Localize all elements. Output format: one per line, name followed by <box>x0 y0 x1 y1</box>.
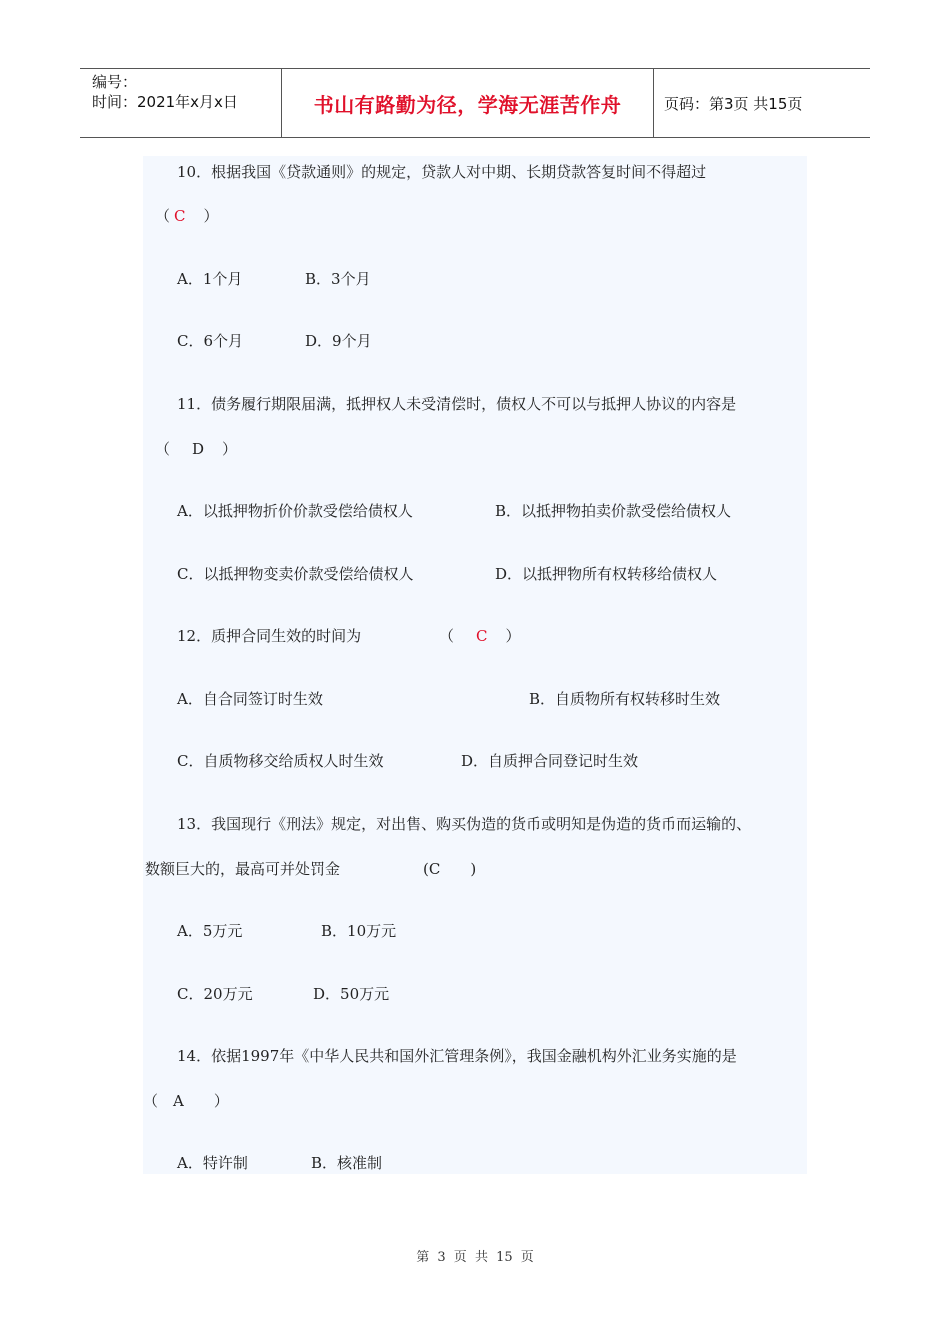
question-13-stem: 13．我国现行《刑法》规定，对出售、购买伪造的货币或明知是伪造的货币而运输的、 <box>177 815 752 833</box>
question-13-option-b: B．10万元 <box>321 922 397 940</box>
answer-mark: C <box>174 207 186 225</box>
page-indicator: 页码：第3页 共15页 <box>664 94 803 113</box>
question-11-answer: （ D ） <box>155 440 238 458</box>
question-10-option-c: C．6个月 <box>177 332 244 350</box>
question-11-option-c: C．以抵押物变卖价款受偿给债权人 <box>177 565 414 583</box>
page-footer: 第 3 页 共 15 页 <box>416 1250 534 1265</box>
question-11-option-b: B．以抵押物拍卖价款受偿给债权人 <box>495 502 732 520</box>
question-13-answer: (C ) <box>423 860 477 878</box>
question-12-answer: （ C ） <box>439 627 521 645</box>
question-12-option-c: C．自质物移交给质权人时生效 <box>177 752 384 770</box>
footer-total-pages: 15 <box>496 1250 513 1265</box>
header-left-cell <box>80 69 282 137</box>
serial-label: 编号： <box>92 73 138 91</box>
question-12-option-a: A．自合同签订时生效 <box>177 690 323 708</box>
question-13-stem-cont: 数额巨大的，最高可并处罚金 <box>145 860 341 878</box>
question-12-option-b: B．自质物所有权转移时生效 <box>529 690 721 708</box>
answer-mark: C <box>476 627 488 645</box>
question-14-option-b: B．核准制 <box>311 1154 383 1172</box>
question-14-answer: （ A ） <box>143 1092 229 1110</box>
question-11-option-d: D．以抵押物所有权转移给债权人 <box>495 565 718 583</box>
question-12-stem: 12．质押合同生效的时间为 <box>177 627 362 645</box>
answer-mark: D <box>192 440 205 458</box>
question-10-option-b: B．3个月 <box>305 270 371 288</box>
page-header <box>80 68 870 138</box>
question-14-option-a: A．特许制 <box>177 1154 248 1172</box>
question-14-stem: 14．依据1997年《中华人民共和国外汇管理条例》，我国金融机构外汇业务实施的是 <box>177 1047 737 1065</box>
question-10-option-d: D．9个月 <box>305 332 372 350</box>
question-12-option-d: D．自质押合同登记时生效 <box>461 752 639 770</box>
question-10-stem: 10．根据我国《贷款通则》的规定，贷款人对中期、长期贷款答复时间不得超过 <box>177 163 707 181</box>
question-13-option-c: C．20万元 <box>177 985 253 1003</box>
time-label: 时间：2021年x月x日 <box>92 93 238 111</box>
footer-page-number: 3 <box>437 1250 446 1265</box>
question-11-option-a: A．以抵押物折价价款受偿给债权人 <box>177 502 413 520</box>
motto: 书山有路勤为径，学海无涯苦作舟 <box>282 69 654 137</box>
question-10-answer: （ C ） <box>155 207 219 225</box>
question-10-option-a: A．1个月 <box>177 270 243 288</box>
question-11-stem: 11．债务履行期限届满，抵押权人未受清偿时，债权人不可以与抵押人协议的内容是 <box>177 395 737 413</box>
question-13-option-a: A．5万元 <box>177 922 243 940</box>
content-panel <box>143 156 807 1174</box>
question-13-option-d: D．50万元 <box>313 985 390 1003</box>
